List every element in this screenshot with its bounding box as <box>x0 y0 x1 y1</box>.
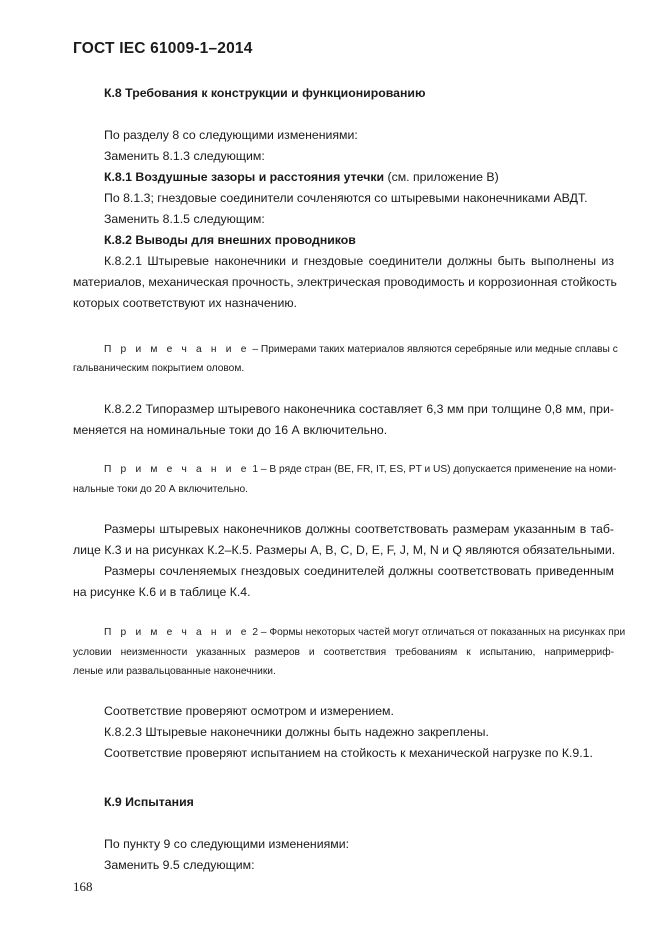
page-number: 168 <box>73 879 93 894</box>
paragraph-sizes-line: Размеры штыревых наконечников должны соответствовать размерам указанным в таб- <box>104 522 614 536</box>
paragraph-k821-line: К.8.2.1 Штыревые наконечники и гнездовые соединители должны быть выполнены из <box>104 254 614 268</box>
note-line: леные или развальцованные наконечники. <box>73 666 276 677</box>
note-line: гальваническим покрытием оловом. <box>73 363 245 374</box>
section-heading-k8: К.8 Требования к конструкции и функционированию <box>104 86 426 100</box>
paragraph-k81-body: По 8.1.3; гнездовые соединители сочленяются со штыревыми наконечниками АВДТ. <box>104 191 588 205</box>
paragraph-k822-line: меняется на номинальные токи до 16 А включительно. <box>73 423 388 437</box>
paragraph-k822-line: К.8.2.2 Типоразмер штыревого наконечника составляет 6,3 мм при толщине 0,8 мм, при- <box>104 402 614 416</box>
document-header: ГОСТ IEC 61009-1–2014 <box>73 40 253 57</box>
paragraph-sockets-line: на рисунке К.6 и в таблице К.4. <box>73 585 251 599</box>
note-line <box>104 463 617 477</box>
note-label: П р и м е ч а н и е <box>104 627 250 638</box>
paragraph-k821-line: материалов, механическая прочность, электрическая проводимость и коррозионная стойкость <box>73 275 617 289</box>
note-text: – Примерами таких материалов являются серебряные или медные сплавы с <box>249 344 618 355</box>
paragraph-replace-813: Заменить 8.1.3 следующим: <box>104 149 265 163</box>
paragraph-replace-95: Заменить 9.5 следующим: <box>104 858 255 872</box>
paragraph-sizes-line: лице К.3 и на рисунках К.2–К.5. Размеры А, В, С, D, Е, F, J, M, N и Q являются обязательными. <box>73 543 616 557</box>
paragraph-conformity-test: Соответствие проверяют испытанием на стойкость к механической нагрузке по К.9.1. <box>104 746 593 760</box>
note-line <box>104 343 618 357</box>
paragraph-sockets-line: Размеры сочленяемых гнездовых соединителей должны соответствовать приведенным <box>104 564 614 578</box>
note-line <box>104 626 626 640</box>
paragraph-replace-815: Заменить 8.1.5 следующим: <box>104 212 265 226</box>
paragraph-conformity-inspection: Соответствие проверяют осмотром и измерением. <box>104 704 394 718</box>
paragraph-k9-section-changes: По пункту 9 со следующими изменениями: <box>104 837 349 851</box>
paragraph-section-changes: По разделу 8 со следующими изменениями: <box>104 128 358 142</box>
subsection-heading-k82: К.8.2 Выводы для внешних проводников <box>104 233 356 247</box>
paragraph-k821-line: которых соответствуют их назначению. <box>73 296 297 310</box>
note-text: 1 – В ряде стран (BE, FR, IT, ES, PT и US) допускается применение на номи- <box>249 464 617 475</box>
note-label: П р и м е ч а н и е <box>104 464 250 475</box>
note-label: П р и м е ч а н и е <box>104 344 250 355</box>
note-text: 2 – Формы некоторых частей могут отличаться от показанных на рисунках при <box>249 627 626 638</box>
subsection-title-k81: К.8.1 Воздушные зазоры и расстояния утечки <box>104 170 385 184</box>
paragraph-k823: К.8.2.3 Штыревые наконечники должны быть надежно закреплены. <box>104 725 489 739</box>
subsection-reference-k81: (см. приложение В) <box>384 170 499 184</box>
subsection-heading-k81 <box>104 169 499 185</box>
section-heading-k9: К.9 Испытания <box>104 795 194 809</box>
note-line: условии неизменности указанных размеров и соответствия требованиям к испытанию, напримерриф- <box>73 647 614 658</box>
note-line: нальные токи до 20 А включительно. <box>73 484 249 495</box>
